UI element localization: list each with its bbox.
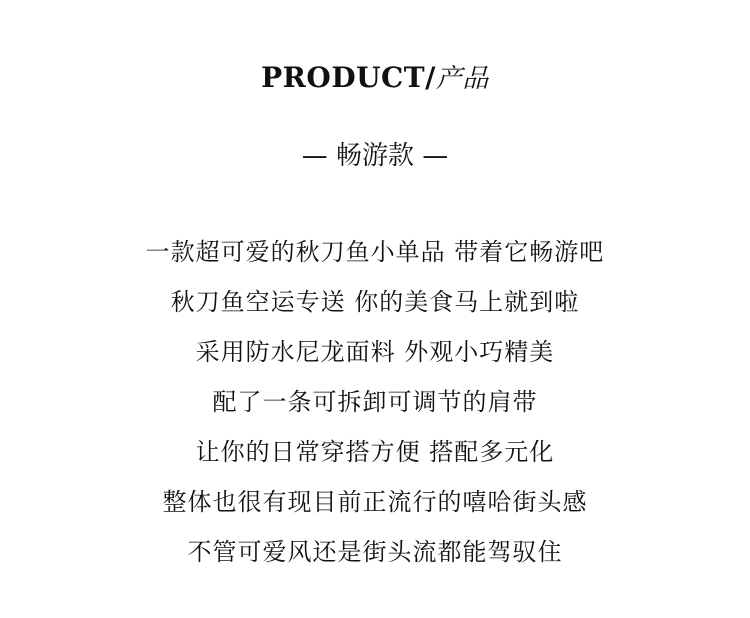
heading-english: PRODUCT/ [261,61,436,94]
description-line: 让你的日常穿搭方便 搭配多元化 [195,438,555,466]
description-line: 不管可爱风还是街头流都能驾驭住 [187,538,563,566]
description-line: 秋刀鱼空运专送 你的美食马上就到啦 [170,288,580,316]
description-line: 配了一条可拆卸可调节的肩带 [212,388,538,416]
section-heading [0,58,750,99]
product-description-text [0,234,750,584]
description-line: 整体也很有现目前正流行的嘻哈街头感 [162,488,588,516]
heading-chinese: 产品 [435,64,489,94]
product-style-subtitle: — 畅游款 — [301,141,449,171]
description-line: 采用防水尼龙面料 外观小巧精美 [195,338,555,366]
description-line: 一款超可爱的秋刀鱼小单品 带着它畅游吧 [145,238,605,266]
